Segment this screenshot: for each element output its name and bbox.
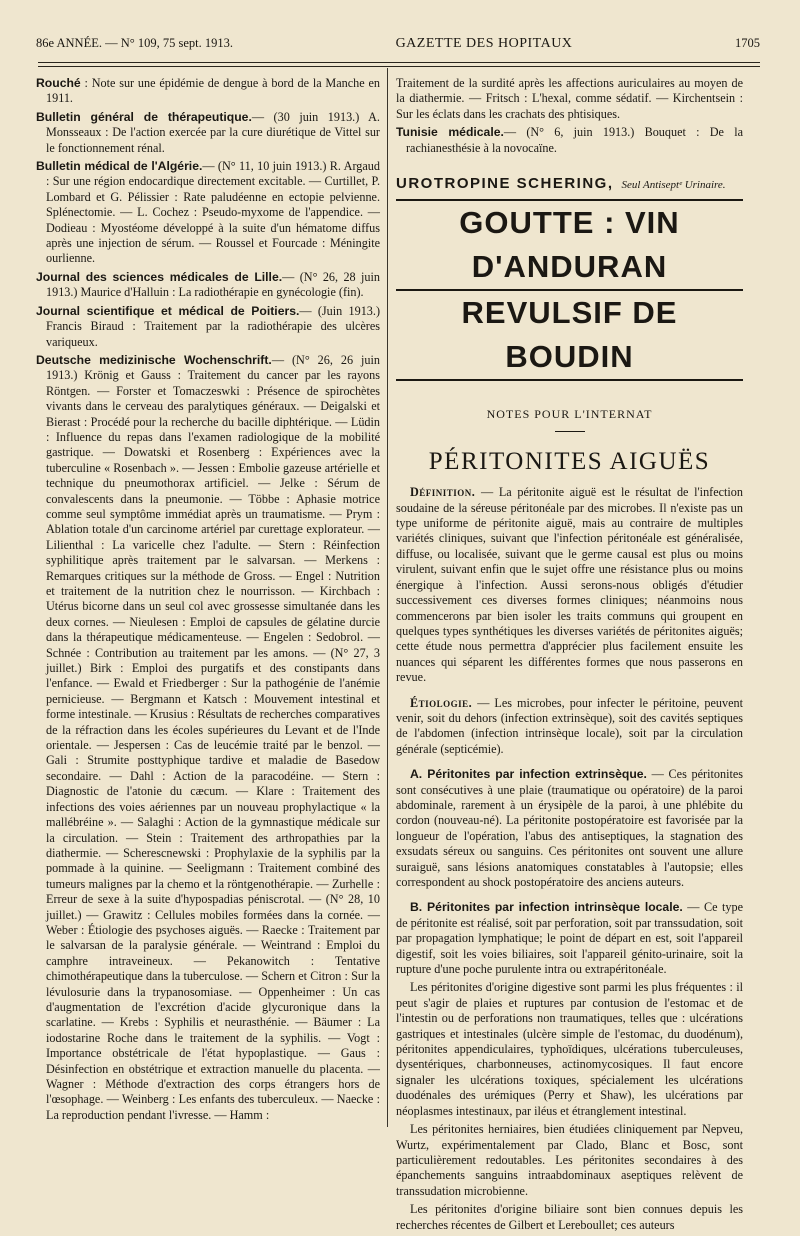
- header-rule: [38, 62, 760, 63]
- kicker-rule: [555, 431, 585, 432]
- ad-urotropine: [396, 176, 743, 201]
- bibliography-entry: [396, 76, 743, 122]
- paragraph-label: Définition.: [410, 485, 476, 500]
- entry-text: — (N° 26, 28 juin 1913.) Maurice d'Halluin : La radiothérapie en gynécologie (fin).: [46, 269, 380, 300]
- entry-source: Deutsche medizinische Wochenschrift.: [36, 352, 272, 367]
- paragraph-text: Les péritonites d'origine digestive sont parmi les plus fréquentes : il peut s'agir de plaies et ruptures par contusion de l'estomac et de l'intestin ou de perforations non traumatiques, telles que : ulcérations gastriques et intestinales (ulcère simple de l'estomac, du duodénum), péritonites appendiculaires, typhoïdiques, ulcérations tuberculeuses, dysentériques, charbonneuses, actinomycosiques. Il faut encore signaler les ulcérations toxiques, spécialement les ulcérations duodénales des urémiques (Perry et Shaw), les ulcérations par néoplasmes intestinaux, par iléus et étranglement intestinal.: [396, 980, 743, 1118]
- article-paragraph: [396, 485, 743, 685]
- right-top-entries: [396, 76, 743, 156]
- entry-text: — (N° 11, 10 juin 1913.) R. Argaud : Sur une région endocardique directement excitable. — Curtillet, P. Lombard et G. Pélissier : Rate paludéenne en ectopie pelvienne. Splénectomie. — L. Cochez : Pseudo-myxome de l'appendice. — Dodieau : Myostéome développé à la suite d'un hématome diffus après une injection de sérum. — Roussel et Fourcade : Méningite ourlienne.: [46, 159, 380, 266]
- entry-source: Bulletin médical de l'Algérie.: [36, 159, 203, 174]
- entry-text: — (30 juin 1913.) A. Monsseaux : De l'action exercée par la cure diurétique de Vittel sur le fonctionnement rénal.: [46, 109, 380, 155]
- article-paragraph: [396, 767, 743, 890]
- entry-source: Bulletin général de thérapeutique.: [36, 109, 252, 124]
- bibliography-entry: [36, 270, 380, 301]
- paragraph-text: — La péritonite aiguë est le résultat de l'infection soudaine de la séreuse péritonéale par des microbes. Il n'existe pas un type uniforme de péritonite aiguë, mais au contraire de multiples variétés cliniques, suivant que l'infection péritonéale est généralisée, diffuse, ou localisée, suivant que le germe causal est plus ou moins virulent, suivant enfin que le sujet offre une résistance plus ou moins énergique à l'infection. Aussi serons-nous obligés d'étudier successivement ces diverses formes cliniques; néanmoins nous commencerons par bien isoler les traits communs qui groupent en quelques types synthétiques les diverses variétés de péritonites aiguës; cette étude nous permettra d'apprécier plus facilement ensuite les nuances qui séparent les différentes formes que nous passerons en revue.: [396, 485, 743, 685]
- ad-goutte: GOUTTE : VIN D'ANDURAN: [396, 201, 743, 291]
- article-paragraph: [396, 1202, 743, 1233]
- paragraph-label: Étiologie.: [410, 695, 473, 710]
- paragraph-text: — Ces péritonites sont consécutives à une plaie (traumatique ou opératoire) de la paroi abdominale, rarement à un érysipèle de la paroi, à une phlébite du cordon (nouveau-né). La péritonite postopératoire est favorisée par la longueur de l'opération, l'abus des antiseptiques, la stagnation des exsudats séreux ou sanguins. Ces péritonites ont souvent une allure suraiguë, sans lésions anatomiques constatables à l'autopsie; elles correspondent au shock postopératoire des anciens auteurs.: [396, 767, 743, 889]
- entry-text: Traitement de la surdité après les affections auriculaires au moyen de la diathermie. — Fritsch : L'hexal, comme sédatif. — Kirchentsein : Sur les éclats dans les crachats des phtisiques.: [396, 76, 743, 121]
- paragraph-text: Les péritonites herniaires, bien étudiées cliniquement par Nepveu, Wurtz, expérimentalement par Clado, Blanc et Bosc, sont particulièrement redoutables. Les péritonites secondaires à des épanchements sanguins intraabdominaux aseptiques relèvent de transsudation microbienne.: [396, 1122, 743, 1198]
- journal-title: GAZETTE DES HOPITAUX: [395, 36, 573, 51]
- entry-text: — (Juin 1913.) Francis Biraud : Traitement par la radiothérapie des ulcères variqueux.: [46, 303, 380, 349]
- right-column: [396, 76, 743, 1236]
- bibliography-entry: [36, 76, 380, 107]
- article-body: [396, 485, 743, 1233]
- column-divider: [387, 68, 388, 1127]
- entry-source: Tunisie médicale.: [396, 125, 504, 140]
- entry-source: Rouché: [36, 76, 81, 90]
- paragraph-subheading: A. Péritonites par infection extrinsèque.: [410, 767, 647, 782]
- entry-source: Journal des sciences médicales de Lille.: [36, 269, 283, 284]
- bibliography-entry: [36, 159, 380, 267]
- paragraph-text: Les péritonites d'origine biliaire sont bien connues depuis les recherches récentes de Gilbert et Lereboullet; ces auteurs: [396, 1202, 743, 1232]
- left-column: [36, 76, 380, 1126]
- article-paragraph: [396, 1122, 743, 1199]
- article-paragraph: [396, 696, 743, 758]
- entry-source: Journal scientifique et médical de Poitiers.: [36, 303, 300, 318]
- page-number: 1705: [734, 36, 760, 50]
- ad-urotropine-slogan: Seul Antiseptᵉ Urinaire.: [621, 179, 726, 192]
- entry-text: — (N° 6, juin 1913.) Bouquet : De la rachianesthésie à la novocaïne.: [406, 125, 743, 155]
- bibliography-entry: [36, 353, 380, 1123]
- bibliography-entry: [36, 110, 380, 156]
- bibliography-entry: [396, 125, 743, 156]
- bibliography-entry: [36, 304, 380, 350]
- issue-info: 86e ANNÉE. — N° 109, 75 sept. 1913.: [36, 36, 233, 50]
- entry-text: — (N° 26, 26 juin 1913.) Krönig et Gauss : Traitement du cancer par les rayons Röntgen. — Forster et Tomaczeswki : Présence de spirochètes vivants dans le cerveau des paralytiques généraux. — Deigalski et Bierast : Procédé pour la recherche du bacille diphtérique. — Lüdin : Influence du repas dans l'examen radiologique de la mobilité gastrique. — Dowatski et Rosenberg : Expériences avec la tuberculine « Rosenbach ». — Jessen : Embolie gazeuse artérielle et technique du pneumothorax artificiel. — Jelke : Sérum de convalescents dans la pneumonie. — Többe : Aphasie motrice comme seul symptôme immédiat après un traumatisme. — Prym : Ablation totale d'un carcinome artériel par curettage explorateur. — Lilienthal : La varicelle chez l'adulte. — Stern : Réinfection syphilitique après traitement par le salvarsan. — Merkens : Remarques critiques sur la méthode de Gross. — Engel : Nutrition et traitement de la nutrition chez le nourrisson. — Kirchbach : Utérus bicorne dans un seul col avec grossesse simultanée dans les deux cornes. — Nieulesen : Emploi de capsules de gélatine durcie dans la thérapeutique médicamenteuse. — Engelen : Sedobrol. — Schnée : Contribution au traitement par les amons. — (N° 27, 3 juillet.) Birk : Emploi des purgatifs et des constipants dans l'enfance. — Ewald et Friedberger : Sur la pathogénie de l'anémie pernicieuse. — Bergmann et Katsch : Mouvement intestinal et forme intestinale. — Krusius : Résultats de recherches comparatives de la réfraction dans les écoles supérieures du Levant et de l'Inde orientale. — Jespersen : Cas de leucémie traité par le benzol. — Gali : Strumite posttyphique tardive et maladie de Basedow secondaire. — Dahl : Action de la paracodéine. — Stern : Diagnostic de l'atonie du cæcum. — Klare : Traitement des infections des voies aériennes par un nouveau prophylactique « la mallébréine ». — Salaghi : Action de la gymnastique médicale sur la circulation. — Stein : Traitement des arthropathies par la diathermie. — Scherescnewski : Prophylaxie de la syphilis par la pommade à la quinine. — Seeligmann : Traitement combiné des tumeurs malignes par la chemo et la röntgenothérapie. — Zurhelle : Erreur de sexe à la suite d'hypospadias péniscrotal. — (N° 28, 10 juillet.) — Grawitz : Cellules mobiles formées dans la cornée. — Weber : Étiologie des psychoses aiguës. — Raecke : Traitement par le salvarsan de la paralysie générale. — Weintrand : Emploi du camphre intraveineux. — Pekanowitch : Tentative chimothérapeutique dans la tuberculose. — Schern et Citron : Sur la lévulosurie dans la trypanosomiase. — Oppenheimer : Un cas d'augmentation de l'excrétion d'acide glycuronique dans la scarlatine. — Krebs : Syphilis et neurasthénie. — Bäumer : La iodostarine Roche dans le traitement de la syphilis. — Vogt : Importance obstétricale de l'état hypoplastique. — Gaus : Désinfection en obstétrique et extraction manuelle du placenta. — Wagner : Méthode d'extraction des corps étrangers hors de l'œsophage. — Weinberg : Les enfants des tuberculeux. — Naecke : La reproduction pendant l'ivresse. — Hamm :: [46, 352, 380, 1122]
- article-paragraph: [396, 980, 743, 1119]
- article-title: PÉRITONITES AIGUËS: [428, 447, 711, 475]
- paragraph-text: — Ce type de péritonite est réalisé, soit par perforation, soit par transsudation, soit par propagation lymphatique; le point de départ en est, soit l'appareil digestif, soit les voies biliaires, soit l'appareil génito-urinaire, soit la rupture d'une poche purulente intra ou extrapéritonéale.: [396, 900, 743, 977]
- paragraph-subheading: B. Péritonites par infection intrinsèque locale.: [410, 900, 683, 915]
- entry-text: : Note sur une épidémie de dengue à bord de la Manche en 1911.: [46, 76, 380, 106]
- ad-revulsif: REVULSIF DE BOUDIN: [396, 291, 743, 381]
- paragraph-text: — Les microbes, pour infecter le péritoine, peuvent venir, soit du dehors (infection extrinsèque), soit des cavités septiques de l'abdomen (infection intrinsèque locale), soit par la circulation générale (septicémie).: [396, 695, 743, 756]
- ad-urotropine-text: UROTROPINE SCHERING,: [396, 175, 614, 193]
- article-paragraph: [396, 900, 743, 977]
- section-kicker: NOTES POUR L'INTERNAT: [486, 407, 653, 422]
- header-rule-2: [38, 66, 760, 67]
- page-header: [36, 36, 760, 58]
